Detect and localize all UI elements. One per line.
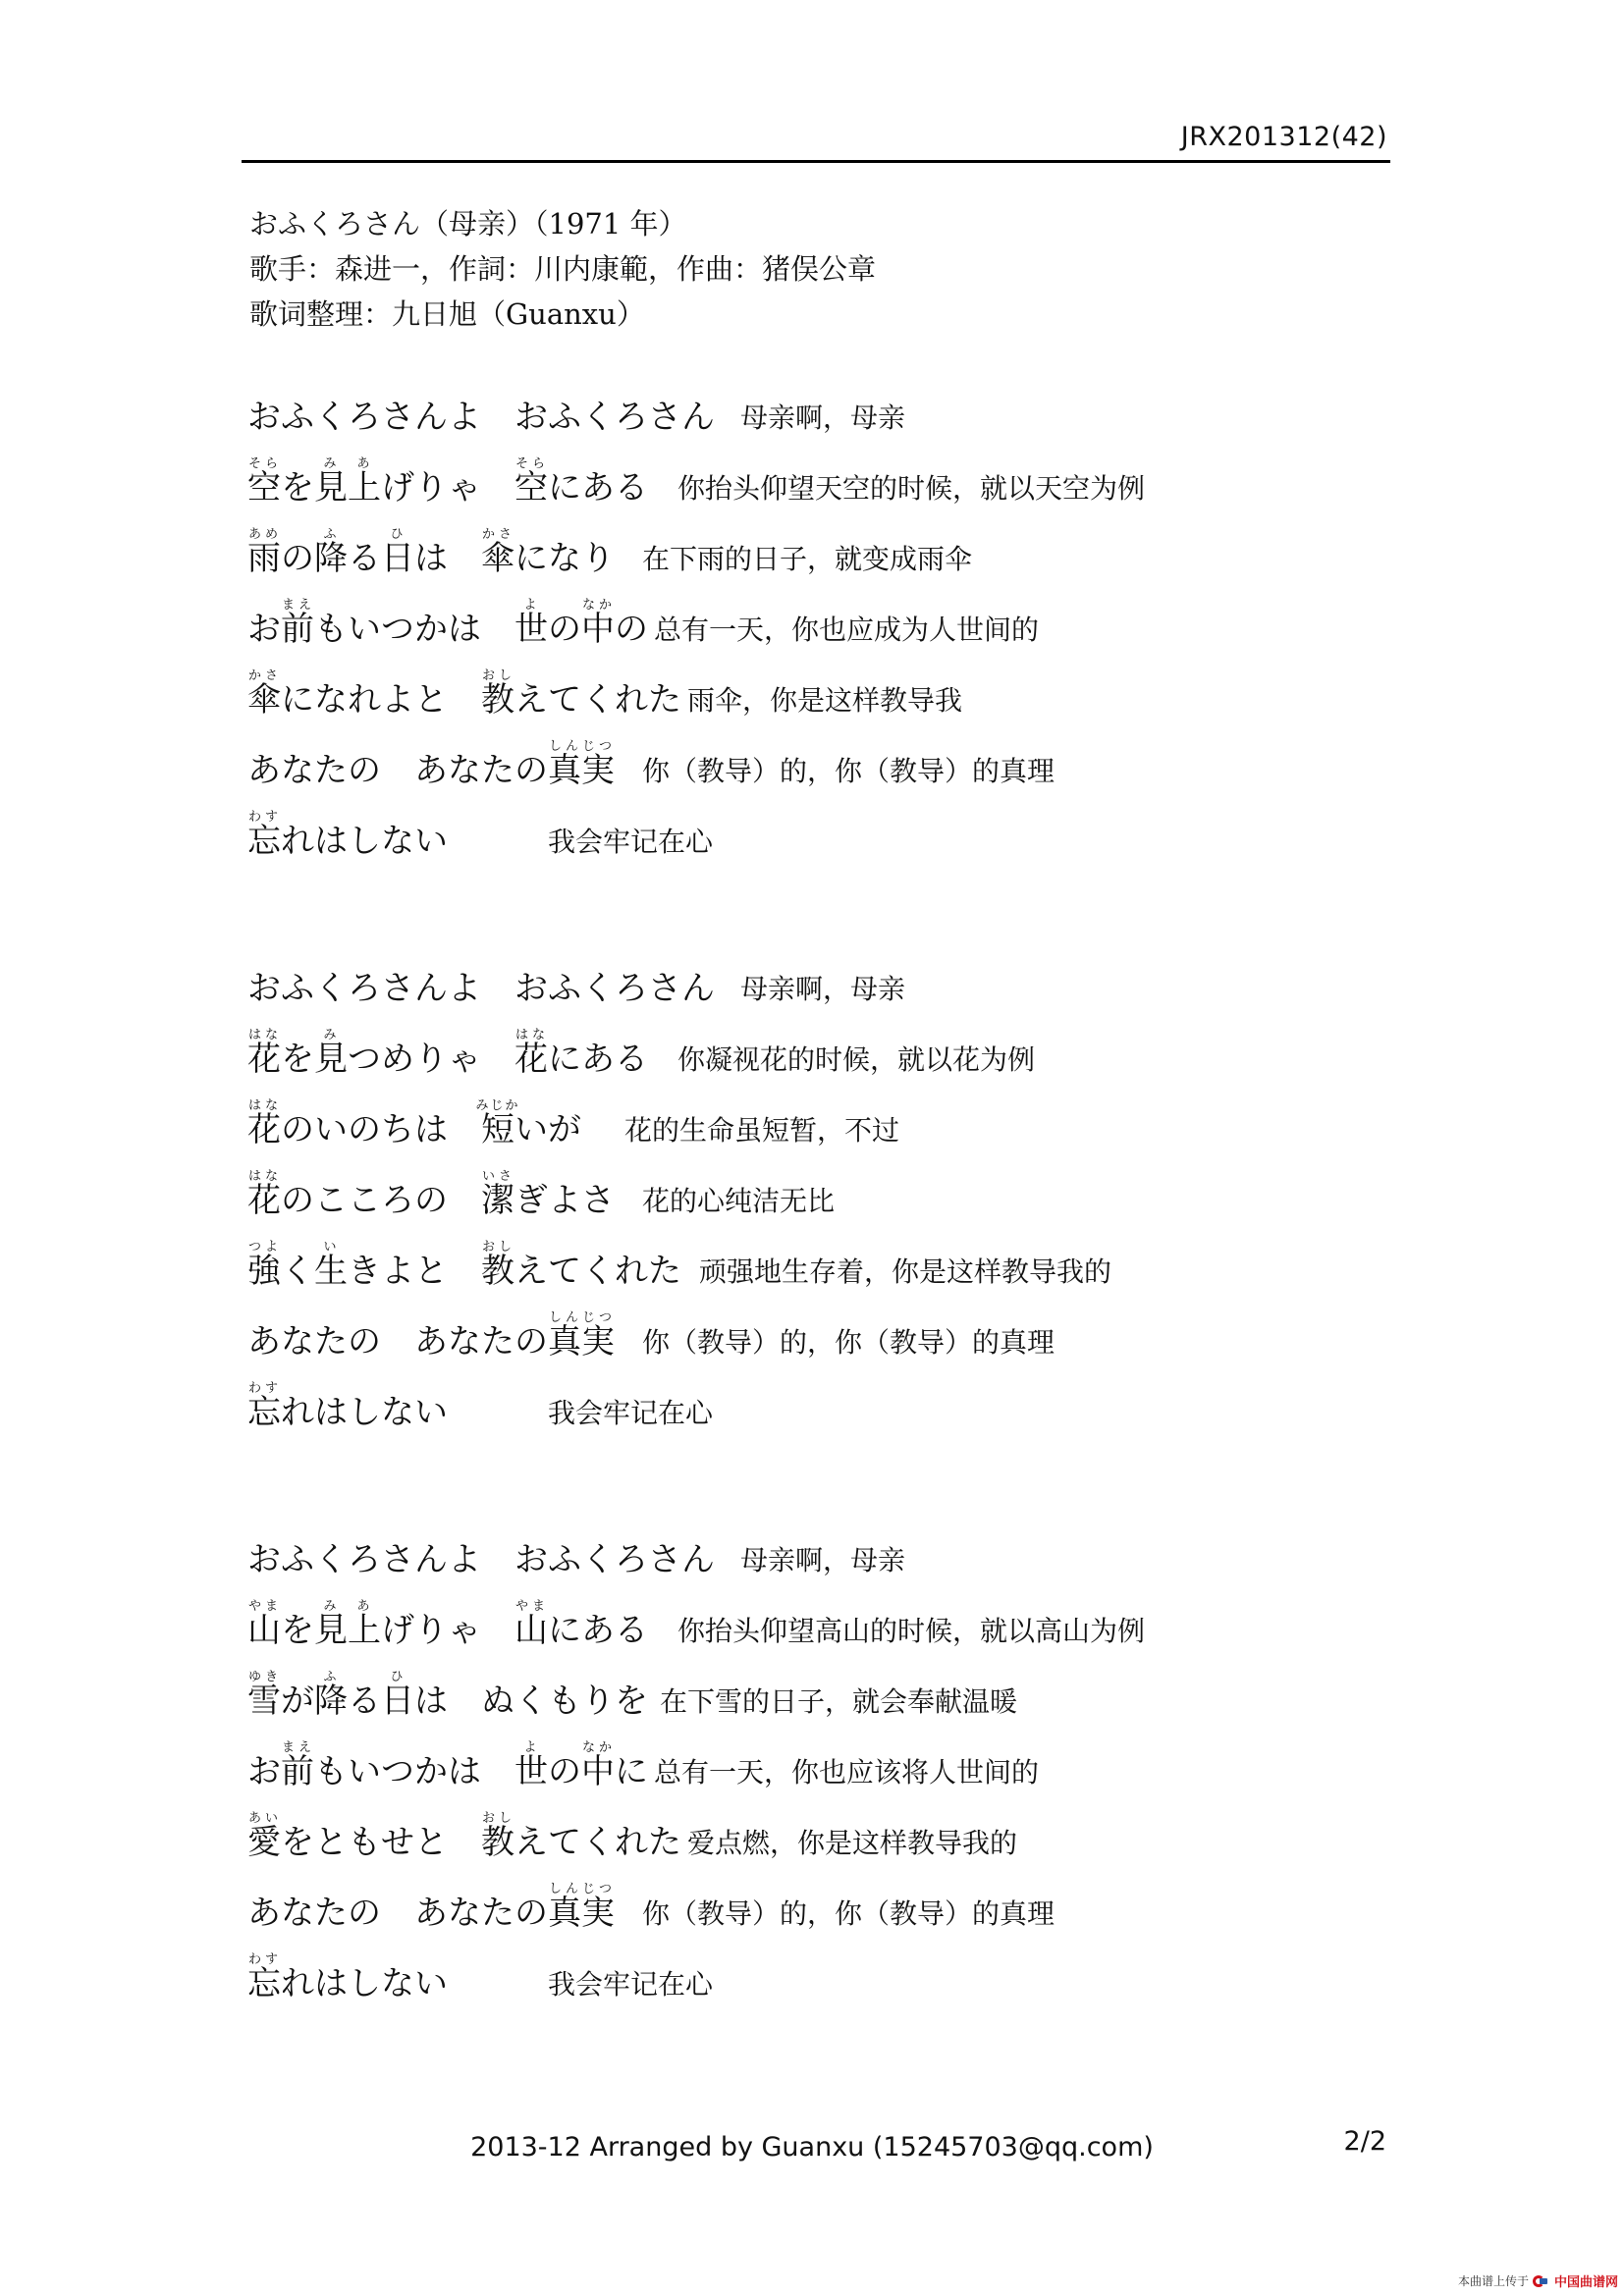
kanji-with-furigana: 降ふ <box>314 1670 348 1721</box>
japanese-lyric: 忘わすれはしない <box>247 810 448 861</box>
chinese-translation: 你（教导）的，你（教导）的真理 <box>642 1326 1056 1359</box>
chinese-translation: 母亲啊，母亲 <box>740 401 906 434</box>
chinese-translation: 总有一天，你也应该将人世间的 <box>654 1756 1040 1789</box>
kanji-with-furigana: 空そら <box>514 456 548 507</box>
japanese-lyric: お前まえもいつかは 世よの中なかの <box>247 598 648 649</box>
furigana: ふ <box>314 527 348 542</box>
kanji-with-furigana: 忘わす <box>247 810 281 861</box>
chinese-translation: 在下雪的日子，就会奉献温暖 <box>660 1685 1018 1718</box>
kanji-with-furigana: 傘かさ <box>247 668 281 720</box>
japanese-lyric: 雨あめの降ふる日ひは 傘かさになり <box>247 527 615 578</box>
chinese-translation: 顽强地生存着，你是这样教导我的 <box>699 1255 1112 1288</box>
furigana: はな <box>514 1028 548 1042</box>
furigana: そら <box>514 456 548 471</box>
kanji-with-furigana: 花はな <box>247 1169 281 1220</box>
kanji-with-furigana: 花はな <box>247 1098 281 1149</box>
furigana: あい <box>247 1811 281 1826</box>
furigana: やま <box>514 1599 548 1614</box>
japanese-lyric: 雪ゆきが降ふる日ひは ぬくもりを <box>247 1670 648 1721</box>
furigana: み <box>314 456 348 471</box>
furigana: なか <box>581 598 615 613</box>
furigana: ゆき <box>247 1670 281 1684</box>
japanese-lyric: 強つよく生いきよと 教おしえてくれた <box>247 1240 681 1291</box>
kanji-with-furigana: 日ひ <box>381 527 414 578</box>
chinese-translation: 总有一天，你也应成为人世间的 <box>654 614 1040 646</box>
furigana: しんじつ <box>548 1882 615 1896</box>
japanese-lyric: 忘わすれはしない <box>247 1381 448 1432</box>
chinese-translation: 我会牢记在心 <box>548 1968 714 2001</box>
furigana: やま <box>247 1599 281 1614</box>
japanese-lyric: 傘かさになれよと 教おしえてくれた <box>247 668 681 720</box>
japanese-lyric: 花はなのこころの 潔いさぎよさ <box>247 1169 615 1220</box>
furigana: つよ <box>247 1240 281 1255</box>
kanji-with-furigana: 中なか <box>581 1740 615 1791</box>
kanji-with-furigana: 忘わす <box>247 1952 281 2003</box>
lyrics-arranger: 歌词整理：九日旭（Guanxu） <box>249 297 645 331</box>
document-code: JRX201312(42) <box>1180 122 1387 152</box>
kanji-with-furigana: 降ふ <box>314 527 348 578</box>
kanji-with-furigana: 傘かさ <box>481 527 514 578</box>
chinese-translation: 你抬头仰望天空的时候，就以天空为例 <box>677 472 1146 505</box>
kanji-with-furigana: 前まえ <box>281 1740 314 1791</box>
song-meta <box>249 201 876 337</box>
japanese-lyric: 愛あいをともせと 教おしえてくれた <box>247 1811 681 1862</box>
chinese-translation: 雨伞，你是这样教导我 <box>687 684 963 717</box>
furigana: まえ <box>281 1740 314 1755</box>
kanji-with-furigana: 真実しんじつ <box>548 1310 615 1362</box>
furigana: わす <box>247 810 281 825</box>
japanese-lyric: あなたの あなたの真実しんじつ <box>247 739 615 790</box>
kanji-with-furigana: 雪ゆき <box>247 1670 281 1721</box>
site-logo-text: 中国曲谱网 <box>1553 2275 1618 2290</box>
kanji-with-furigana: 上あ <box>348 1599 381 1650</box>
furigana: はな <box>247 1169 281 1184</box>
furigana: ふ <box>314 1670 348 1684</box>
furigana: おし <box>481 1811 514 1826</box>
chinese-translation: 你抬头仰望高山的时候，就以高山为例 <box>677 1615 1146 1647</box>
chinese-translation: 我会牢记在心 <box>548 826 714 858</box>
japanese-lyric: おふくろさんよ おふくろさん <box>247 1540 715 1579</box>
chinese-translation: 花的生命虽短暂，不过 <box>624 1114 900 1147</box>
furigana: そら <box>247 456 281 471</box>
kanji-with-furigana: 前まえ <box>281 598 314 649</box>
kanji-with-furigana: 山やま <box>514 1599 548 1650</box>
chinese-translation: 我会牢记在心 <box>548 1397 714 1429</box>
furigana: ひ <box>381 527 414 542</box>
furigana: あ <box>348 1599 381 1614</box>
kanji-with-furigana: 空そら <box>247 456 281 507</box>
chinese-translation: 花的心纯洁无比 <box>642 1185 836 1217</box>
japanese-lyric: おふくろさんよ おふくろさん <box>247 969 715 1008</box>
japanese-lyric: 山やまを見み上あげりゃ 山やまにある <box>247 1599 648 1650</box>
furigana: しんじつ <box>548 1310 615 1325</box>
furigana: はな <box>247 1098 281 1113</box>
header-rule <box>242 160 1390 163</box>
site-logo-icon <box>1533 2274 1550 2288</box>
furigana: み <box>314 1599 348 1614</box>
kanji-with-furigana: 世よ <box>514 598 548 649</box>
kanji-with-furigana: 山やま <box>247 1599 281 1650</box>
kanji-with-furigana: 教おし <box>481 668 514 720</box>
japanese-lyric: あなたの あなたの真実しんじつ <box>247 1882 615 1933</box>
furigana: よ <box>514 1740 548 1755</box>
chinese-translation: 母亲啊，母亲 <box>740 1544 906 1576</box>
furigana: おし <box>481 1240 514 1255</box>
kanji-with-furigana: 上あ <box>348 456 381 507</box>
furigana: い <box>314 1240 348 1255</box>
footer-credit: 2013-12 Arranged by Guanxu (15245703@qq.com) <box>470 2132 1154 2163</box>
furigana: はな <box>247 1028 281 1042</box>
kanji-with-furigana: 見み <box>314 456 348 507</box>
kanji-with-furigana: 愛あい <box>247 1811 281 1862</box>
kanji-with-furigana: 潔いさ <box>481 1169 514 1220</box>
furigana: よ <box>514 598 548 613</box>
furigana: いさ <box>481 1169 514 1184</box>
kanji-with-furigana: 教おし <box>481 1811 514 1862</box>
furigana: わす <box>247 1952 281 1967</box>
furigana: まえ <box>281 598 314 613</box>
chinese-translation: 在下雨的日子，就变成雨伞 <box>642 543 973 575</box>
furigana: なか <box>581 1740 615 1755</box>
japanese-lyric: 花はなを見みつめりゃ 花はなにある <box>247 1028 648 1079</box>
furigana: しんじつ <box>548 739 615 754</box>
kanji-with-furigana: 見み <box>314 1599 348 1650</box>
page-number: 2/2 <box>1343 2126 1386 2157</box>
song-credits: 歌手：森进一，作詞：川内康範，作曲：猪俣公章 <box>249 252 877 286</box>
japanese-lyric: 忘わすれはしない <box>247 1952 448 2003</box>
chinese-translation: 你凝视花的时候，就以花为例 <box>677 1043 1036 1076</box>
kanji-with-furigana: 真実しんじつ <box>548 1882 615 1933</box>
kanji-with-furigana: 雨あめ <box>247 527 281 578</box>
kanji-with-furigana: 忘わす <box>247 1381 281 1432</box>
furigana: ひ <box>381 1670 414 1684</box>
japanese-lyric: 花はなのいのちは 短みじかいが <box>247 1098 581 1149</box>
furigana: み <box>314 1028 348 1042</box>
song-title: おふくろさん（母亲）（1971 年） <box>249 207 687 240</box>
kanji-with-furigana: 中なか <box>581 598 615 649</box>
kanji-with-furigana: 花はな <box>514 1028 548 1079</box>
kanji-with-furigana: 生い <box>314 1240 348 1291</box>
furigana: みじか <box>475 1098 520 1113</box>
furigana: かさ <box>247 668 281 683</box>
japanese-lyric: お前まえもいつかは 世よの中なかに <box>247 1740 648 1791</box>
kanji-with-furigana: 真実しんじつ <box>548 739 615 790</box>
furigana: おし <box>481 668 514 683</box>
japanese-lyric: おふくろさんよ おふくろさん <box>247 398 715 437</box>
upload-watermark <box>1458 2271 1618 2290</box>
kanji-with-furigana: 見み <box>314 1028 348 1079</box>
furigana: かさ <box>481 527 514 542</box>
furigana: あ <box>348 456 381 471</box>
kanji-with-furigana: 花はな <box>247 1028 281 1079</box>
chinese-translation: 你（教导）的，你（教导）的真理 <box>642 1897 1056 1930</box>
kanji-with-furigana: 強つよ <box>247 1240 281 1291</box>
upload-note: 本曲谱上传于 <box>1457 2274 1529 2288</box>
chinese-translation: 你（教导）的，你（教导）的真理 <box>642 755 1056 787</box>
kanji-with-furigana: 世よ <box>514 1740 548 1791</box>
kanji-with-furigana: 教おし <box>481 1240 514 1291</box>
japanese-lyric: あなたの あなたの真実しんじつ <box>247 1310 615 1362</box>
chinese-translation: 爱点燃，你是这样教导我的 <box>687 1827 1018 1859</box>
furigana: あめ <box>247 527 281 542</box>
kanji-with-furigana: 短みじか <box>475 1098 520 1149</box>
japanese-lyric: 空そらを見み上あげりゃ 空そらにある <box>247 456 648 507</box>
kanji-with-furigana: 日ひ <box>381 1670 414 1721</box>
furigana: わす <box>247 1381 281 1396</box>
chinese-translation: 母亲啊，母亲 <box>740 973 906 1005</box>
